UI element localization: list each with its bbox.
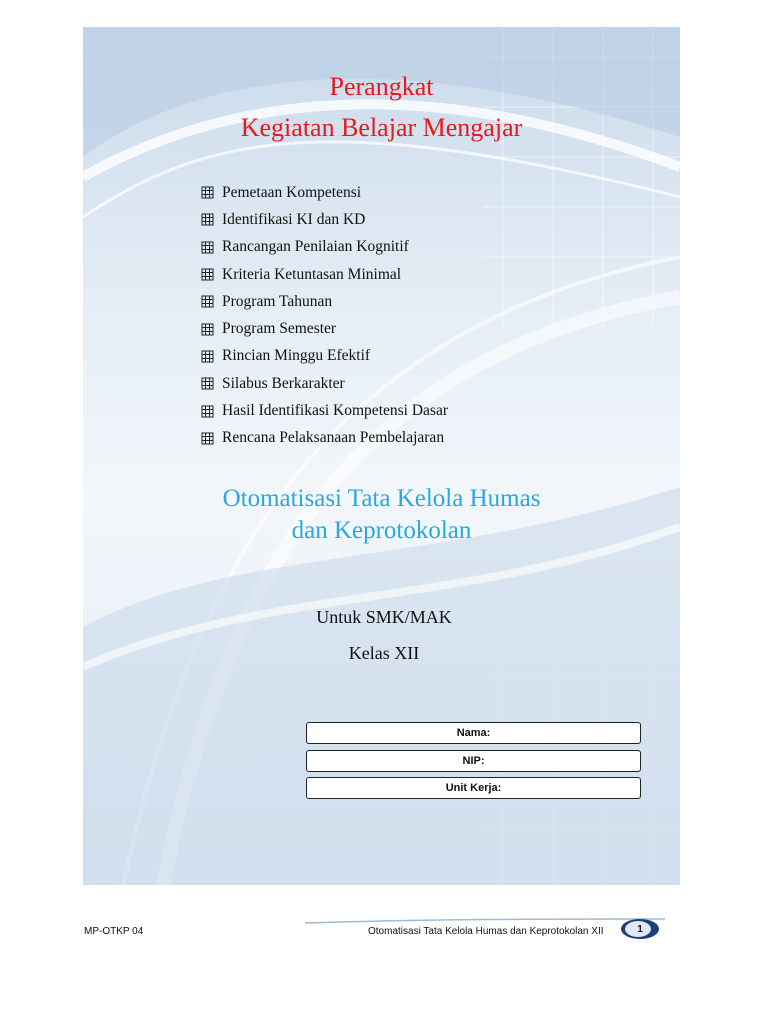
grid-bullet-icon: [201, 405, 214, 418]
list-item: [201, 206, 448, 233]
grid-bullet-icon: [201, 377, 214, 390]
list-item: [201, 234, 448, 261]
list-item-label: Program Semester: [222, 320, 337, 338]
list-item: [201, 343, 448, 370]
list-item-label: Silabus Berkarakter: [222, 374, 345, 392]
list-item: [201, 288, 448, 315]
list-item: [201, 425, 448, 452]
list-item: [201, 370, 448, 397]
list-item-label: Identifikasi KI dan KD: [222, 210, 366, 228]
list-item: [201, 315, 448, 342]
list-item-label: Pemetaan Kompetensi: [222, 183, 362, 201]
document-code: MP-OTKP 04: [84, 926, 144, 937]
page-number: 1: [637, 924, 643, 935]
unit-field[interactable]: Unit Kerja:: [306, 777, 641, 799]
name-field[interactable]: Nama:: [306, 722, 641, 744]
list-item-label: Rancangan Penilaian Kognitif: [222, 238, 409, 256]
list-item-label: Kriteria Ketuntasan Minimal: [222, 265, 402, 283]
nip-field[interactable]: NIP:: [306, 750, 641, 772]
cover-title-line1: Perangkat: [329, 72, 434, 101]
list-item-label: Rincian Minggu Efektif: [222, 347, 371, 365]
grade-line: Kelas XII: [348, 643, 420, 663]
grid-bullet-icon: [201, 350, 214, 363]
list-item-label: Rencana Pelaksanaan Pembelajaran: [222, 429, 445, 447]
list-item: [201, 179, 448, 206]
list-item: [201, 397, 448, 424]
grid-bullet-icon: [201, 432, 214, 445]
cover-title-line2: Kegiatan Belajar Mengajar: [240, 113, 523, 142]
grid-bullet-icon: [201, 186, 214, 199]
grid-bullet-icon: [201, 268, 214, 281]
audience-line: Untuk SMK/MAK: [316, 607, 452, 627]
list-item: [201, 261, 448, 288]
subject-title-line2: dan Keprotokolan: [291, 517, 472, 544]
list-item-label: Program Tahunan: [222, 292, 333, 310]
grid-bullet-icon: [201, 295, 214, 308]
contents-list: [201, 179, 448, 452]
grid-bullet-icon: [201, 213, 214, 226]
grid-bullet-icon: [201, 323, 214, 336]
subject-title-line1: Otomatisasi Tata Kelola Humas: [222, 485, 541, 512]
grid-bullet-icon: [201, 241, 214, 254]
footer-title: Otomatisasi Tata Kelola Humas dan Keprotokolan XII: [368, 926, 604, 937]
list-item-label: Hasil Identifikasi Kompetensi Dasar: [222, 402, 448, 420]
cover-background: [83, 27, 680, 885]
